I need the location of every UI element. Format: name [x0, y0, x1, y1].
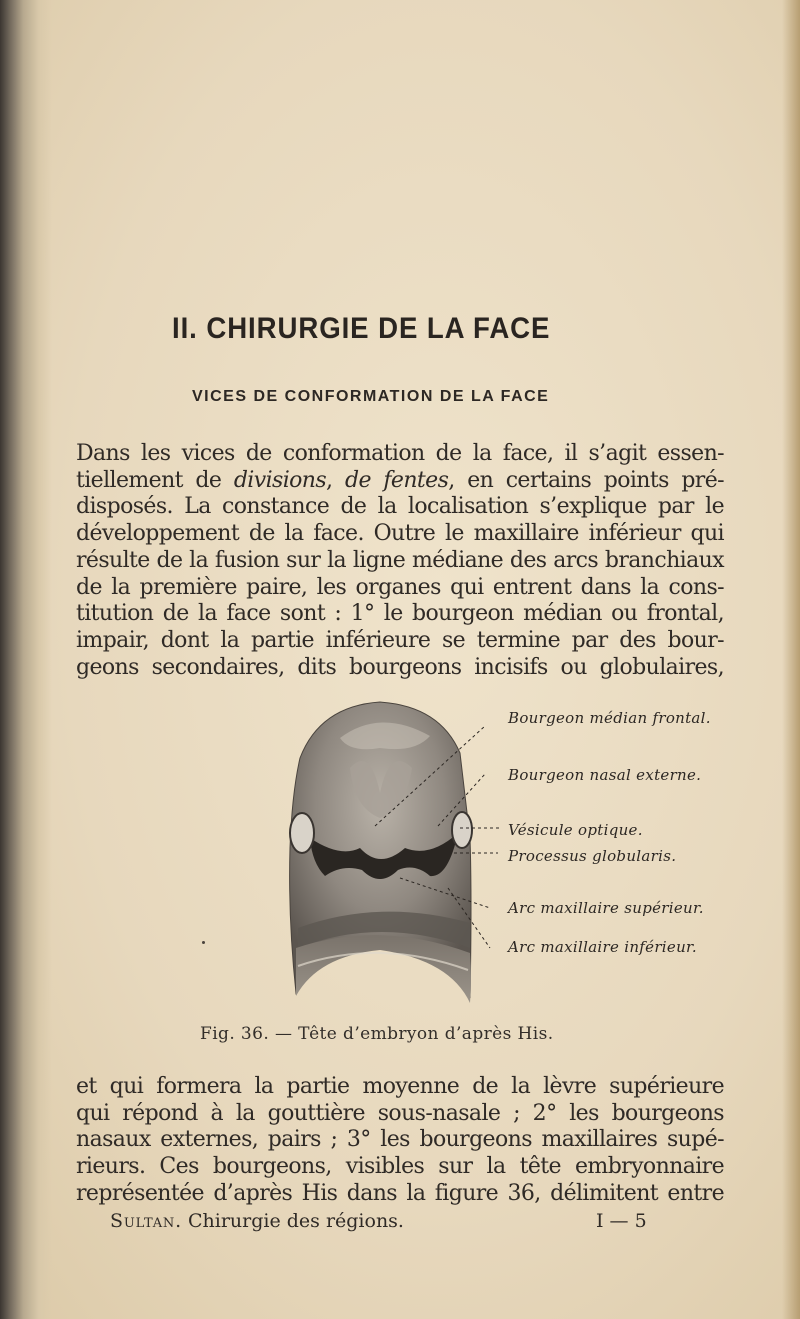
- speck: [202, 941, 205, 944]
- paragraph-1: [76, 441, 724, 681]
- paragraph-2: [76, 1074, 724, 1208]
- footer-book: Chirurgie des régions.: [187, 1210, 404, 1232]
- paragraph-2-line: et qui formera la partie moyenne de la lèvre supérieure: [76, 1074, 724, 1099]
- book-spine-shadow: [0, 0, 52, 1319]
- footer-author: Sultan.: [110, 1210, 182, 1232]
- paragraph-1-line: geons secondaires, dits bourgeons incisifs ou globulaires,: [76, 654, 724, 680]
- paragraph-1-line: disposés. La constance de la localisation s’explique par le: [76, 494, 724, 520]
- section-title: VICES DE CONFORMATION DE LA FACE: [192, 388, 550, 405]
- paragraph-2-line: rieurs. Ces bourgeons, visibles sur la tête embryonnaire: [76, 1154, 724, 1180]
- figure-caption: Fig. 36. — Tête d’embryon d’après His.: [200, 1024, 554, 1044]
- label-upper-maxillary-arch: Arc maxillaire supérieur.: [508, 899, 704, 917]
- paragraph-1-line: développement de la face. Outre le maxillaire inférieur qui: [76, 521, 724, 547]
- paragraph-1-line: tiellement de divisions, de fentes, en certains points pré-: [76, 467, 724, 493]
- label-median-frontal-bud: Bourgeon médian frontal.: [508, 709, 711, 727]
- paragraph-1-line: titution de la face sont : 1° le bourgeon médian ou frontal,: [76, 601, 724, 627]
- chapter-title: II. CHIRURGIE DE LA FACE: [172, 312, 551, 345]
- label-processus-globularis: Processus globularis.: [508, 847, 677, 865]
- paragraph-2-line: nasaux externes, pairs ; 3° les bourgeons maxillaires supé-: [76, 1127, 724, 1153]
- paragraph-1-line: impair, dont la partie inférieure se termine par des bour-: [76, 627, 724, 653]
- label-external-nasal-bud: Bourgeon nasal externe.: [508, 766, 702, 784]
- paragraph-1-line: de la première paire, les organes qui entrent dans la cons-: [76, 574, 724, 600]
- paragraph-1-line: résulte de la fusion sur la ligne médiane des arcs branchiaux: [76, 547, 724, 573]
- paragraph-1-line: Dans les vices de conformation de la face, il s’agit essen-: [76, 441, 724, 466]
- footer-title: [110, 1210, 404, 1232]
- label-lower-maxillary-arch: Arc maxillaire inférieur.: [508, 938, 697, 956]
- page-edge: [782, 0, 800, 1319]
- paragraph-2-line: qui répond à la gouttière sous-nasale ; 2° les bourgeons: [76, 1100, 724, 1126]
- paragraph-2-line: représentée d’après His dans la figure 36, délimitent entre: [76, 1180, 724, 1206]
- signature-mark: I — 5: [596, 1210, 647, 1232]
- embryo-head-figure: [280, 698, 730, 1008]
- label-optic-vesicle: Vésicule optique.: [508, 821, 643, 839]
